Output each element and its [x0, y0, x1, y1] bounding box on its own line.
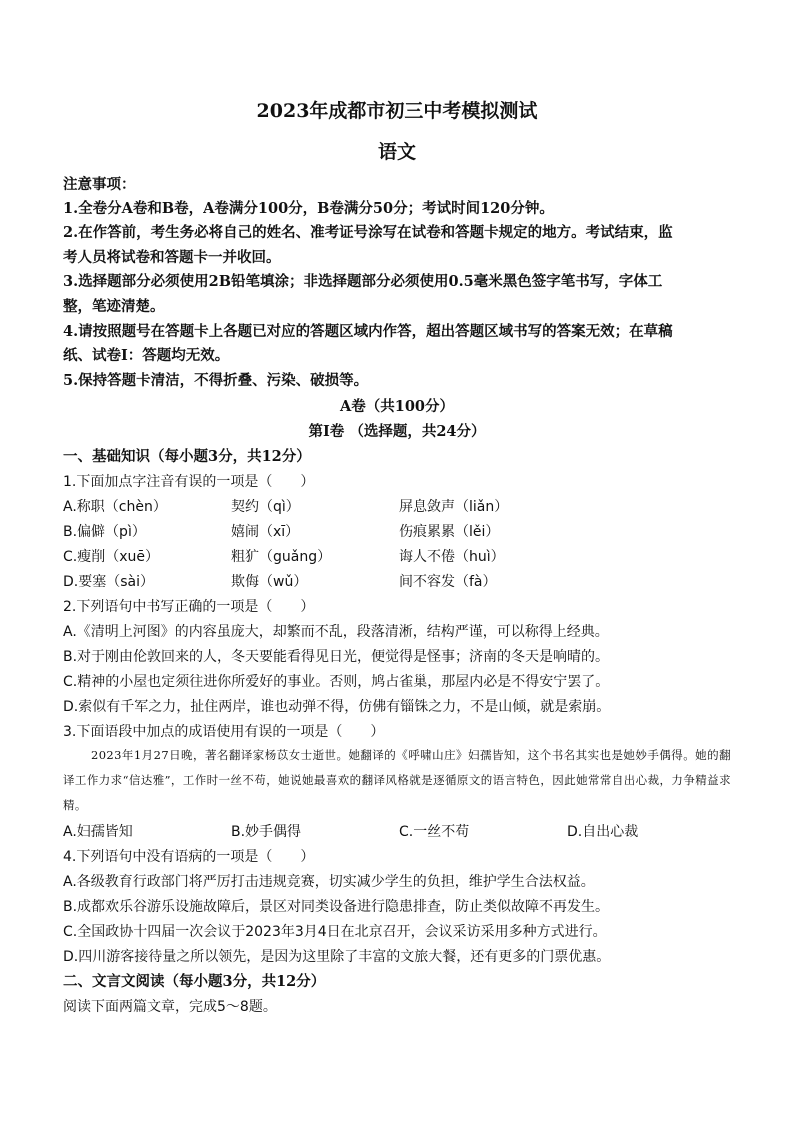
q1-option-b: B.偏僻（pì）	[63, 524, 146, 540]
q4-option-b: B.成都欢乐谷游乐设施故障后，景区对同类设备进行隐患排查，防止类似故障不再发生。	[63, 899, 610, 915]
q2-option-d: D.索似有千军之力，扯住两岸，谁也动弹不得，仿佛有锱铢之力，不是山倾，就是索崩。	[63, 699, 611, 715]
q1-row-a	[63, 498, 731, 516]
q2-option-b: B.对于刚由伦敦回来的人，冬天要能看得见日光，便觉得是怪事；济南的冬天是响晴的。	[63, 649, 610, 665]
q1-row-c	[63, 548, 731, 566]
question-3-stem: 3.下面语段中加点的成语使用有误的一项是（ ）	[63, 724, 385, 740]
q1-row-b	[63, 523, 731, 541]
notice-item: 纸、试卷Ⅰ：答题均无效。	[63, 347, 230, 364]
q1-word: 屏息敛声（liǎn）	[399, 499, 509, 515]
q2-option-a: A.《清明上河图》的内容虽庞大，却繁而不乱，段落清淅，结构严谨，可以称得上经典。	[63, 624, 609, 640]
q1-word: 嬉闹（xī）	[231, 524, 300, 540]
q4-option-d: D.四川游客接待量之所以领先，是因为这里除了丰富的文旅大餐，还有更多的门票优惠。	[63, 949, 611, 965]
q3-option-d: D.自出心裁	[567, 824, 639, 840]
notice-item: 4.请按照题号在答题卡上各题已对应的答题区域内作答，超出答题区域书写的答案无效；在草稿	[63, 323, 673, 340]
notice-item: 5.保持答题卡清洁，不得折叠、污染、破损等。	[63, 372, 369, 389]
question-1-stem: 1.下面加点字注音有误的一项是（ ）	[63, 474, 315, 490]
reading-instructions: 阅读下面两篇文章，完成5～8题。	[63, 999, 277, 1015]
section-heading-classical: 二、文言文阅读（每小题3分，共12分）	[63, 973, 326, 990]
q3-options-row	[63, 823, 731, 841]
question-4-stem: 4.下列语句中没有语病的一项是（ ）	[63, 849, 315, 865]
notice-heading: 注意事项：	[63, 176, 136, 193]
notice-item: 考人员将试卷和答题卡一并收回。	[63, 249, 281, 266]
question-2-stem: 2.下列语句中书写正确的一项是（ ）	[63, 599, 315, 615]
q1-option-d: D.要塞（sài）	[63, 574, 154, 590]
q1-row-d	[63, 573, 731, 591]
q3-passage: 2023年1月27日晚，著名翻译家杨苡女士逝世。她翻译的《呼啸山庄》妇孺皆知，这个书名其实也是她妙手偶得。她的翻译工作力求“信达雅”，工作时一丝不苟，她说她最喜欢的翻译风格就是逐循原文的语言特色，因此她常常自出心裁，力争精益求精。	[63, 748, 731, 812]
q1-word: 欺侮（wǔ）	[231, 574, 308, 590]
notice-item: 2.在作答前，考生务必将自己的姓名、准考证号涂写在试卷和答题卡规定的地方。考试结束，监	[63, 224, 673, 241]
q1-word: 诲人不倦（huì）	[399, 549, 505, 565]
q1-word: 契约（qì）	[231, 499, 300, 515]
q1-word: 粗犷（guǎng）	[231, 549, 332, 565]
q4-option-c: C.全国政协十四届一次会议于2023年3月4日在北京召开，会议采访采用多种方式进行。	[63, 924, 607, 940]
notice-item: 3.选择题部分必须使用2B铅笔填涂；非选择题部分必须使用0.5毫米黑色签字笔书写，字体工	[63, 273, 663, 290]
q3-option-a: A.妇孺皆知	[63, 824, 133, 840]
q2-option-c: C.精神的小屋也定须往进你所爱好的事业。否则，鸠占雀巢，那屋内必是不得安宁罢了。	[63, 674, 610, 690]
notice-item: 整，笔迹清楚。	[63, 298, 165, 315]
q1-word: 伤痕累累（lěi）	[399, 524, 500, 540]
q3-option-c: C.一丝不苟	[399, 824, 470, 840]
q1-option-a: A.称职（chèn）	[63, 499, 167, 515]
q1-word: 间不容发（fà）	[399, 574, 497, 590]
notice-item: 1.全卷分A卷和B卷，A卷满分100分，B卷满分50分；考试时间120分钟。	[63, 200, 554, 217]
subject-title: 语文	[377, 141, 416, 163]
q3-option-b: B.妙手偶得	[231, 824, 302, 840]
exam-title: 2023年成都市初三中考模拟测试	[256, 100, 538, 122]
q1-option-c: C.瘦削（xuē）	[63, 549, 159, 565]
section-a-title: A卷（共100分）	[339, 398, 455, 415]
q4-option-a: A.各级教育行政部门将严厉打击违规竞赛，切实减少学生的负担，维护学生合法权益。	[63, 874, 595, 890]
section-heading-basic: 一、基础知识（每小题3分，共12分）	[63, 448, 311, 465]
part-one-title: 第Ⅰ卷 （选择题，共24分）	[308, 423, 486, 440]
